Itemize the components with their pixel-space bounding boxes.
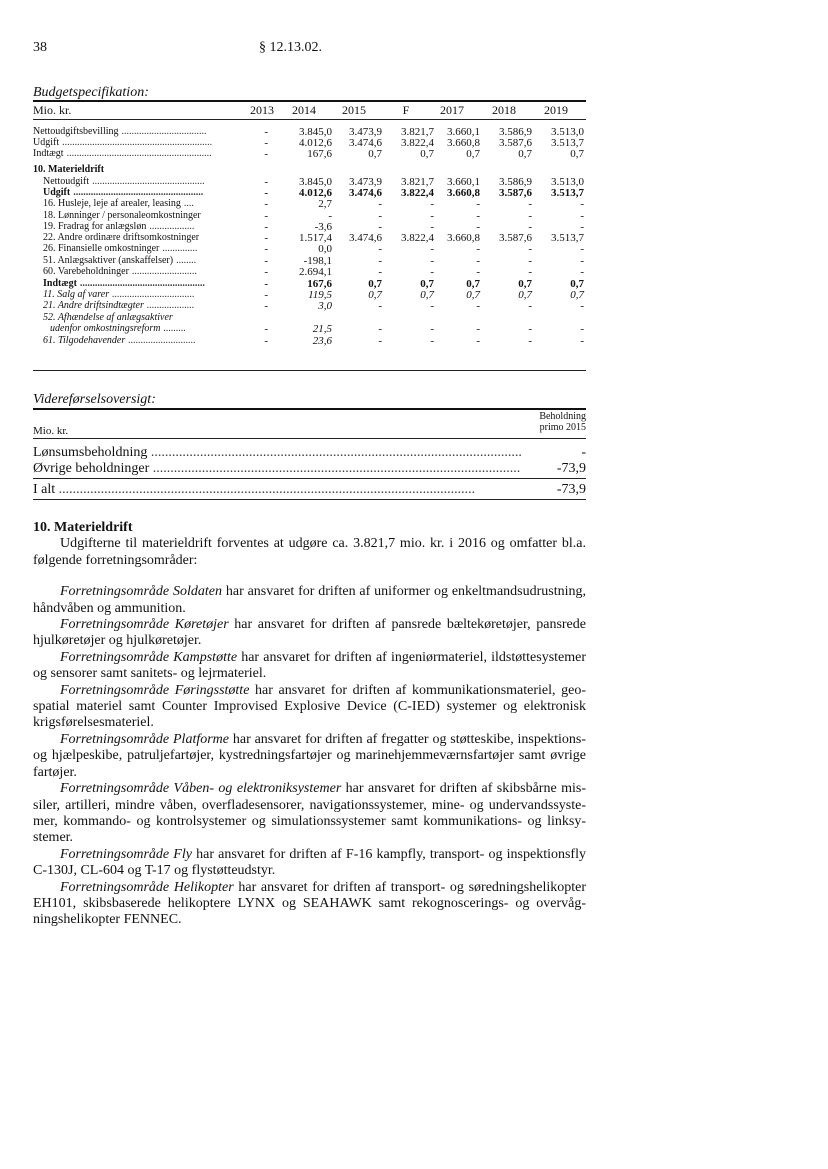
budget-cell: 3.513,7 xyxy=(551,232,584,244)
budget-cell: 3.660,1 xyxy=(447,126,480,138)
row-label-text: Indtægt xyxy=(43,278,77,289)
row-label-text: 21. Andre driftsindtægter xyxy=(43,300,144,311)
budget-cell: 0,7 xyxy=(570,278,584,290)
budget-cell: - xyxy=(430,198,434,210)
budget-cell: 2,7 xyxy=(318,198,332,210)
budget-cell: - xyxy=(528,266,532,278)
videre-bottom-rule xyxy=(33,499,586,500)
videre-row-ovrige xyxy=(33,461,586,477)
section-heading: 10. Materieldrift xyxy=(33,520,133,535)
videre-header-rule xyxy=(33,438,586,439)
budget-cell: 3.513,7 xyxy=(551,187,584,199)
budget-cell: 3.473,9 xyxy=(349,126,382,138)
budget-cell: - xyxy=(264,210,268,222)
budget-cell: - xyxy=(476,266,480,278)
budget-cell: 0,7 xyxy=(420,278,434,290)
videre-row-label: Øvrige beholdninger xyxy=(33,461,150,476)
leader-dots: .......................................................................................................... xyxy=(150,445,522,460)
budget-cell: 3.660,8 xyxy=(447,187,480,199)
forretningsomraade-paragraph xyxy=(33,732,586,781)
forretningsomraade-title: Forretningsområde Fly xyxy=(60,846,192,862)
row-label-text: 19. Fradrag for anlægsløn xyxy=(43,221,147,232)
budget-cell: 3.821,7 xyxy=(401,176,434,188)
budget-cell: - xyxy=(476,300,480,312)
leader-dots: .............. xyxy=(162,243,198,254)
row-label-text: 52. Afhændelse af anlægsaktiver xyxy=(43,312,173,323)
budget-cell: - xyxy=(430,335,434,347)
videre-row-lonsum xyxy=(33,445,586,461)
budget-cell: 3.513,0 xyxy=(551,126,584,138)
budget-cell: 3.513,7 xyxy=(551,137,584,149)
leader-dots: .................................................. xyxy=(79,278,205,289)
videre-row-label: Lønsumsbeholdning xyxy=(33,445,148,460)
forretningsomraade-body: har ansvaret for driften af ingeniørmateriel, ildstøttesystemer og sensorer samt sanitets- og lejrmateriel. xyxy=(33,649,587,682)
section-reference: § 12.13.02. xyxy=(259,40,322,55)
budget-cell: - xyxy=(264,300,268,312)
row-label-text: 60. Varebeholdninger xyxy=(43,266,129,277)
budget-cell: - xyxy=(378,300,382,312)
forretningsomraade-body: har ansvaret for driften af transport- og søredningshelikopter EH101, skibsbaserede helikoptere LYNX og SEAHAWK samt rekognoscerings- og overvåg-ningshelikopter FENNEC. xyxy=(33,879,587,928)
budget-cell: - xyxy=(528,198,532,210)
budget-row-label xyxy=(33,164,104,176)
budget-cell: 3,0 xyxy=(318,300,332,312)
budget-cell: - xyxy=(528,335,532,347)
row-label-text: Udgift xyxy=(43,187,71,198)
row-label-text: Udgift xyxy=(33,137,60,148)
budget-unit-label: Mio. kr. xyxy=(33,103,72,117)
budget-cell: - xyxy=(528,210,532,222)
forretningsomraade-body: har ansvaret for driften af uniformer og enkeltmandsudrustning, håndvåben og ammunition. xyxy=(33,584,586,616)
budget-cell: - xyxy=(378,221,382,233)
page-number: 38 xyxy=(33,40,47,55)
year-header: 2017 xyxy=(440,103,464,117)
leader-dots: .......................... xyxy=(131,266,197,277)
leader-dots: .... xyxy=(183,198,194,209)
budget-row-label xyxy=(43,300,194,312)
year-header: 2015 xyxy=(342,103,366,117)
leader-dots: ......................................................................................................... xyxy=(152,461,521,476)
budget-row-label xyxy=(43,266,197,278)
videre-total-label: I alt xyxy=(33,482,56,497)
budget-cell: 0,7 xyxy=(420,148,434,160)
leader-dots: ........ xyxy=(176,255,197,266)
forretningsomraade-body: har ansvaret for driften af F-16 kampfly, transport- og inspektionsfly C-130J, CL-604 og T-17 og flystøtteudstyr. xyxy=(33,846,586,879)
year-header: 2018 xyxy=(492,103,516,117)
forretningsomraade-body: har ansvaret for driften af skibsbårne mis-siler, artilleri, mindre våben, overfladesensorer, navigationssystemer, mine- og undervandssyste-mer, kommando- og kontrolsystemer og simulationssystemer samt kommunikations- og linksy-stemer. xyxy=(33,781,586,846)
budget-cell: 167,6 xyxy=(307,278,332,290)
budget-cell: - xyxy=(430,243,434,255)
videre-col-header-1: Beholdning xyxy=(539,411,586,422)
budget-cell: - xyxy=(528,323,532,335)
budget-cell: 3.586,9 xyxy=(499,176,532,188)
budget-cell: - xyxy=(378,198,382,210)
budget-cell: - xyxy=(430,221,434,233)
budget-cell: 3.474,6 xyxy=(349,232,382,244)
budget-cell: 0,7 xyxy=(570,148,584,160)
budget-cell: 0,7 xyxy=(518,289,532,301)
budget-cell: 119,5 xyxy=(308,289,332,301)
budget-cell: - xyxy=(430,210,434,222)
forretningsomraade-body: har ansvaret for driften af kommunikationsmateriel, geo-spatial materiel samt Counter Improvised Explosive Device (C-IED) systemer og elektronisk krigsførelsesmateriel. xyxy=(33,682,587,731)
budget-cell: - xyxy=(580,266,584,278)
budget-row-label xyxy=(43,335,196,347)
budget-cell: 0,7 xyxy=(466,148,480,160)
budget-row-label xyxy=(43,198,194,210)
forretningsomraade-body: har ansvaret for driften af fregatter og støtteskibe, inspektions- og hjælpeskibe, patruljefartøjer, kystredningsfartøjer og marinehjemmeværnsfartøjer samt øvrige fartøjer. xyxy=(33,731,586,780)
forretningsomraade-paragraph xyxy=(33,650,586,683)
forretningsomraade-paragraph xyxy=(33,880,586,929)
budget-cell: -198,1 xyxy=(303,255,332,267)
forretningsomraade-body: har ansvaret for driften af pansrede bæltekøretøjer, pansrede hjulkøretøjer og hjulkøretøjer. xyxy=(33,617,586,649)
budget-cell: - xyxy=(528,300,532,312)
budget-row-label xyxy=(43,243,197,255)
budget-cell: 0,7 xyxy=(368,278,382,290)
year-header: F xyxy=(402,103,410,117)
budget-cell: -3,6 xyxy=(314,221,332,233)
budget-cell: 21,5 xyxy=(312,323,332,335)
year-header: 2014 xyxy=(292,103,316,117)
budget-cell: - xyxy=(264,323,268,335)
row-label-text: 22. Andre ordinære driftsomkostninger xyxy=(43,232,200,243)
row-label-text: udenfor omkostningsreform xyxy=(50,323,161,334)
forretningsomraade-title: Forretningsområde Helikopter xyxy=(60,879,234,895)
budget-cell: - xyxy=(476,255,480,267)
budget-cell: 3.474,6 xyxy=(349,187,382,199)
budget-cell: - xyxy=(528,243,532,255)
budget-cell: 2.694,1 xyxy=(299,266,332,278)
budget-cell: 3.845,0 xyxy=(299,126,332,138)
budget-cell: 0,0 xyxy=(318,243,332,255)
budget-cell: - xyxy=(580,198,584,210)
forretningsomraade-title: Forretningsområde Platforme xyxy=(60,731,229,747)
row-label-text: 51. Anlægsaktiver (anskaffelser) xyxy=(43,255,174,266)
leader-dots: .................................. xyxy=(121,126,207,137)
forretningsomraade-title: Forretningsområde Køretøjer xyxy=(60,617,229,633)
budget-cell: - xyxy=(378,243,382,255)
budget-cell: 3.587,6 xyxy=(499,137,532,149)
budget-cell: 3.660,8 xyxy=(447,232,480,244)
budget-cell: 3.587,6 xyxy=(499,187,532,199)
videre-title: Videreførselsoversigt: xyxy=(33,392,156,407)
leader-dots: ................................. xyxy=(112,289,195,300)
budget-cell: - xyxy=(580,335,584,347)
budget-cell: 3.473,9 xyxy=(349,176,382,188)
budget-cell: - xyxy=(264,221,268,233)
body-text xyxy=(33,520,586,929)
budget-cell: - xyxy=(580,300,584,312)
budget-cell: - xyxy=(430,323,434,335)
videre-col-header-2: primo 2015 xyxy=(539,422,586,433)
year-header: 2013 xyxy=(250,103,274,117)
budget-cell: - xyxy=(528,221,532,233)
budget-cell: 3.822,4 xyxy=(401,187,434,199)
budget-cell: - xyxy=(580,221,584,233)
row-label-text: 26. Finansielle omkostninger xyxy=(43,243,160,254)
budget-cell: - xyxy=(328,210,332,222)
intro-paragraph: Udgifterne til materieldrift forventes at udgøre ca. 3.821,7 mio. kr. i 2016 og omfatter bl.a. følgende forretningsområder: xyxy=(33,536,586,568)
budget-row-label xyxy=(50,323,186,335)
year-header: 2019 xyxy=(544,103,568,117)
row-label-text: 10. Materieldrift xyxy=(33,164,105,175)
budget-cell: - xyxy=(264,243,268,255)
budget-cell: 3.513,0 xyxy=(551,176,584,188)
forretningsomraade-paragraph xyxy=(33,847,586,880)
videre-total-row xyxy=(33,482,586,498)
budget-cell: 0,7 xyxy=(420,289,434,301)
leader-dots: .......................................................... xyxy=(66,148,212,159)
videre-total-value: -73,9 xyxy=(556,482,586,497)
forretningsomraade-title: Forretningsområde Føringsstøtte xyxy=(60,682,250,698)
budget-cell: 3.660,1 xyxy=(447,176,480,188)
budget-cell: - xyxy=(264,148,268,160)
leader-dots: ....................................................................................................................... xyxy=(58,482,476,497)
budget-cell: 1.517,4 xyxy=(299,232,332,244)
budget-cell: 3.822,4 xyxy=(401,232,434,244)
budget-cell: 23,6 xyxy=(312,335,332,347)
budget-cell: - xyxy=(580,243,584,255)
forretningsomraade-paragraph xyxy=(33,617,586,650)
leader-dots: ............................................. xyxy=(92,176,205,187)
budget-cell: 167,6 xyxy=(307,148,332,160)
budget-cell: 0,7 xyxy=(518,148,532,160)
forretningsomraade-paragraph xyxy=(33,584,586,617)
budget-cell: 0,7 xyxy=(466,289,480,301)
budget-cell: - xyxy=(430,266,434,278)
videre-unit-label: Mio. kr. xyxy=(33,425,69,437)
budget-cell: - xyxy=(264,126,268,138)
budget-bottom-rule xyxy=(33,370,586,371)
budget-cell: - xyxy=(264,255,268,267)
budget-cell: - xyxy=(476,323,480,335)
forretningsomraade-title: Forretningsområde Våben- og elektroniksystemer xyxy=(60,781,342,797)
leader-dots: ................... xyxy=(146,300,195,311)
budget-title: Budgetspecifikation: xyxy=(33,85,149,100)
budget-cell: - xyxy=(264,187,268,199)
row-label-text: 11. Salg af varer xyxy=(43,289,110,300)
budget-cell: 4.012,6 xyxy=(299,187,332,199)
forretningsomraade-paragraph xyxy=(33,781,586,847)
budget-cell: - xyxy=(580,210,584,222)
videre-row-value: -73,9 xyxy=(556,461,586,476)
leader-dots: ............................................................ xyxy=(62,137,213,148)
budget-cell: 0,7 xyxy=(466,278,480,290)
leader-dots: ........................... xyxy=(128,335,196,346)
budget-cell: - xyxy=(476,335,480,347)
leader-dots: .................. xyxy=(149,221,195,232)
budget-cell: 0,7 xyxy=(368,289,382,301)
budget-cell: 3.474,6 xyxy=(349,137,382,149)
budget-cell: - xyxy=(378,210,382,222)
budget-cell: - xyxy=(264,278,268,290)
budget-cell: 4.012,6 xyxy=(299,137,332,149)
row-label-text: 61. Tilgodehavender xyxy=(43,335,126,346)
budget-cell: 0,7 xyxy=(518,278,532,290)
budget-cell: - xyxy=(476,243,480,255)
budget-cell: - xyxy=(580,323,584,335)
row-label-text: Nettoudgift xyxy=(43,176,90,187)
budget-cell: - xyxy=(580,255,584,267)
budget-cell: - xyxy=(378,323,382,335)
budget-cell: - xyxy=(430,255,434,267)
budget-cell: - xyxy=(476,198,480,210)
forretningsomraade-paragraph xyxy=(33,683,586,732)
budget-row-label xyxy=(33,148,212,160)
videre-row-value: - xyxy=(581,445,586,460)
budget-cell: - xyxy=(264,335,268,347)
budget-cell: 3.845,0 xyxy=(299,176,332,188)
budget-cell: - xyxy=(528,255,532,267)
row-label-text: 16. Husleje, leje af arealer, leasing xyxy=(43,198,181,209)
budget-cell: - xyxy=(378,255,382,267)
budget-cell: - xyxy=(264,198,268,210)
videre-total-rule xyxy=(33,478,586,479)
budget-top-rule xyxy=(33,100,586,102)
budget-cell: 3.587,6 xyxy=(499,232,532,244)
videre-top-rule xyxy=(33,408,586,410)
forretningsomraade-list xyxy=(33,584,586,929)
budget-cell: - xyxy=(476,210,480,222)
budget-cell: 3.821,7 xyxy=(401,126,434,138)
budget-cell: 3.660,8 xyxy=(447,137,480,149)
budget-cell: 3.822,4 xyxy=(401,137,434,149)
budget-cell: - xyxy=(378,335,382,347)
forretningsomraade-title: Forretningsområde Soldaten xyxy=(60,584,222,600)
row-label-text: Indtægt xyxy=(33,148,64,159)
budget-cell: - xyxy=(430,300,434,312)
budget-cell: 3.586,9 xyxy=(499,126,532,138)
leader-dots: ......... xyxy=(163,323,186,334)
budget-cell: - xyxy=(378,266,382,278)
budget-cell: - xyxy=(264,176,268,188)
budget-header-rule xyxy=(33,119,586,120)
forretningsomraade-title: Forretningsområde Kampstøtte xyxy=(60,649,238,665)
budget-cell: - xyxy=(476,221,480,233)
budget-cell: - xyxy=(264,232,268,244)
row-label-text: 18. Lønninger / personaleomkostninger xyxy=(43,210,201,221)
budget-cell: - xyxy=(264,289,268,301)
budget-cell: - xyxy=(264,266,268,278)
budget-cell: 0,7 xyxy=(368,148,382,160)
budget-cell: - xyxy=(264,137,268,149)
budget-cell: 0,7 xyxy=(570,289,584,301)
row-label-text: Nettoudgiftsbevilling xyxy=(33,126,119,137)
leader-dots: .................................................... xyxy=(73,187,204,198)
